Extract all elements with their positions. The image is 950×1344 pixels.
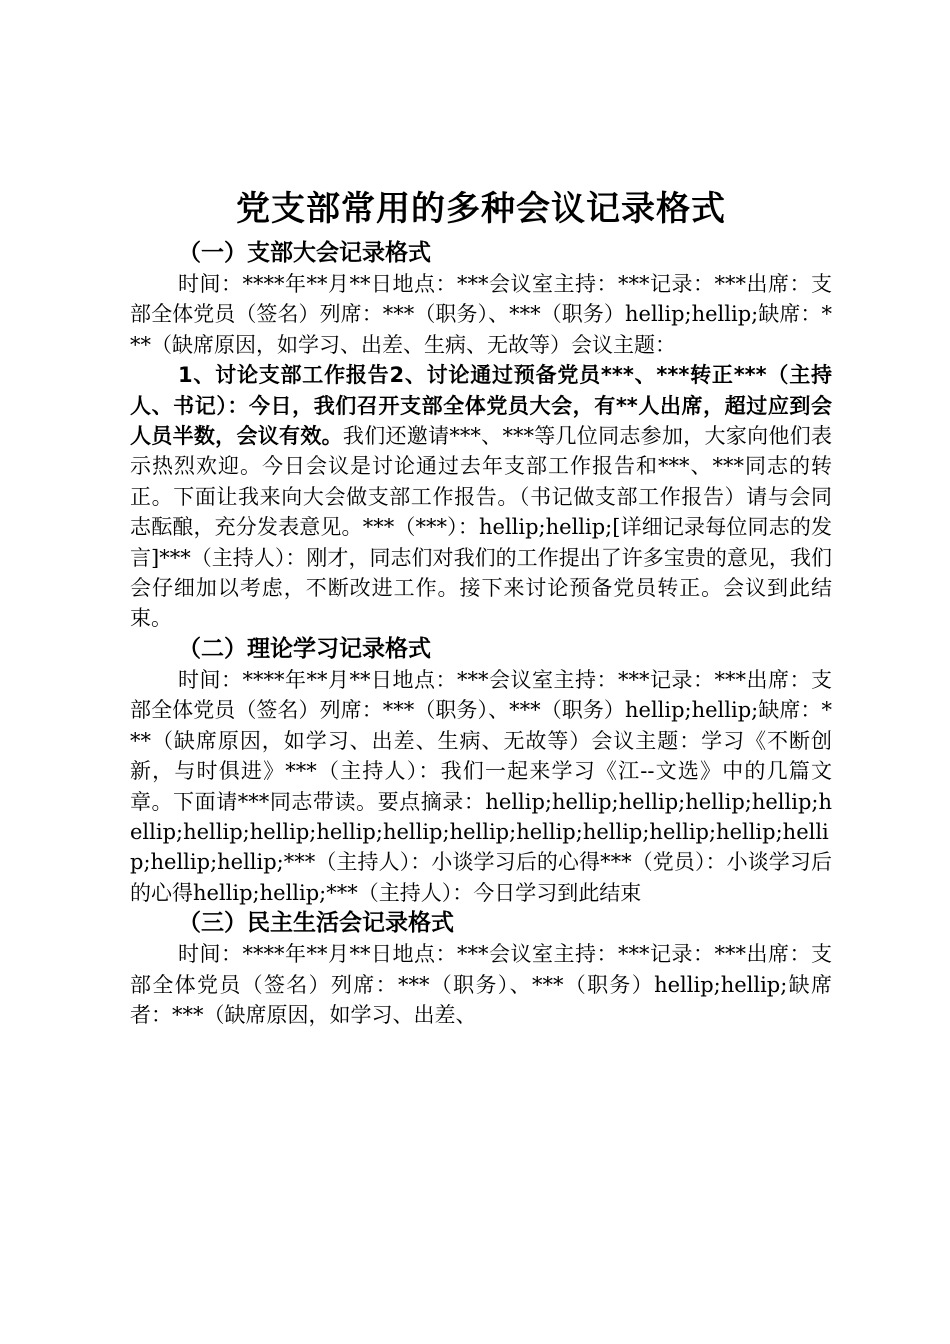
agenda-bold-text: 1、讨论支部工作报告2、讨论通过预备党员***、***转正***（主持人、书记）：今日，我们召开支部全体党员大会，有**人出席，超过应到会人员半数，会议有效。 [130, 363, 832, 449]
section-heading: （一）支部大会记录格式 [178, 240, 431, 266]
document-page [130, 180, 832, 1030]
section-democratic-life [130, 908, 832, 1030]
study-record-paragraph: 时间：****年**月**日地点：***会议室主持：***记录：***出席：支部全体党员（签名）列席：***（职务）、***（职务）hellip;hellip;缺席：***（缺席原因，如学习、出差、生病、无故等）会议主题：学习《不断创新，与时俱进》***（主持人）：我们一起来学习《江--文选》中的几篇文章。下面请***同志带读。要点摘录：hellip;hellip;hellip;hellip;hellip;hellip;hellip;hellip;hellip;hellip;hellip;hellip;hellip;hellip;hellip;hellip;hellip;hellip;***（主持人）：小谈学习后的心得***（党员）：小谈学习后的心得hellip;hellip;***（主持人）：今日学习到此结束 [130, 667, 832, 905]
agenda-body-text: 我们还邀请***、***等几位同志参加，大家向他们表示热烈欢迎。今日会议是讨论通过去年支部工作报告和***、***同志的转正。下面让我来向大会做支部工作报告。（书记做支部工作报告）请与会同志酝酿，充分发表意见。***（***）：hellip;hellip;[详细记录每位同志的发言]***（主持人）：刚才，同志们对我们的工作提出了许多宝贵的意见，我们会仔细加以考虑，不断改进工作。接下来讨论预备党员转正。会议到此结束。 [130, 424, 833, 631]
section-heading: （二）理论学习记录格式 [178, 635, 431, 662]
section-heading: （三）民主生活会记录格式 [178, 910, 454, 937]
document-title: 党支部常用的多种会议记录格式 [236, 189, 726, 229]
meeting-agenda-paragraph [130, 360, 832, 634]
section-branch-meeting [130, 238, 832, 634]
section-theory-study [130, 634, 832, 908]
democratic-meeting-info-paragraph: 时间：****年**月**日地点：***会议室主持：***记录：***出席：支部全体党员（签名）列席：***（职务）、***（职务）hellip;hellip;缺席者：***（缺席原因，如学习、出差、 [130, 942, 832, 1027]
meeting-info-paragraph: 时间：****年**月**日地点：***会议室主持：***记录：***出席：支部全体党员（签名）列席：***（职务）、***（职务）hellip;hellip;缺席：***（缺席原因，如学习、出差、生病、无故等）会议主题： [130, 272, 832, 357]
